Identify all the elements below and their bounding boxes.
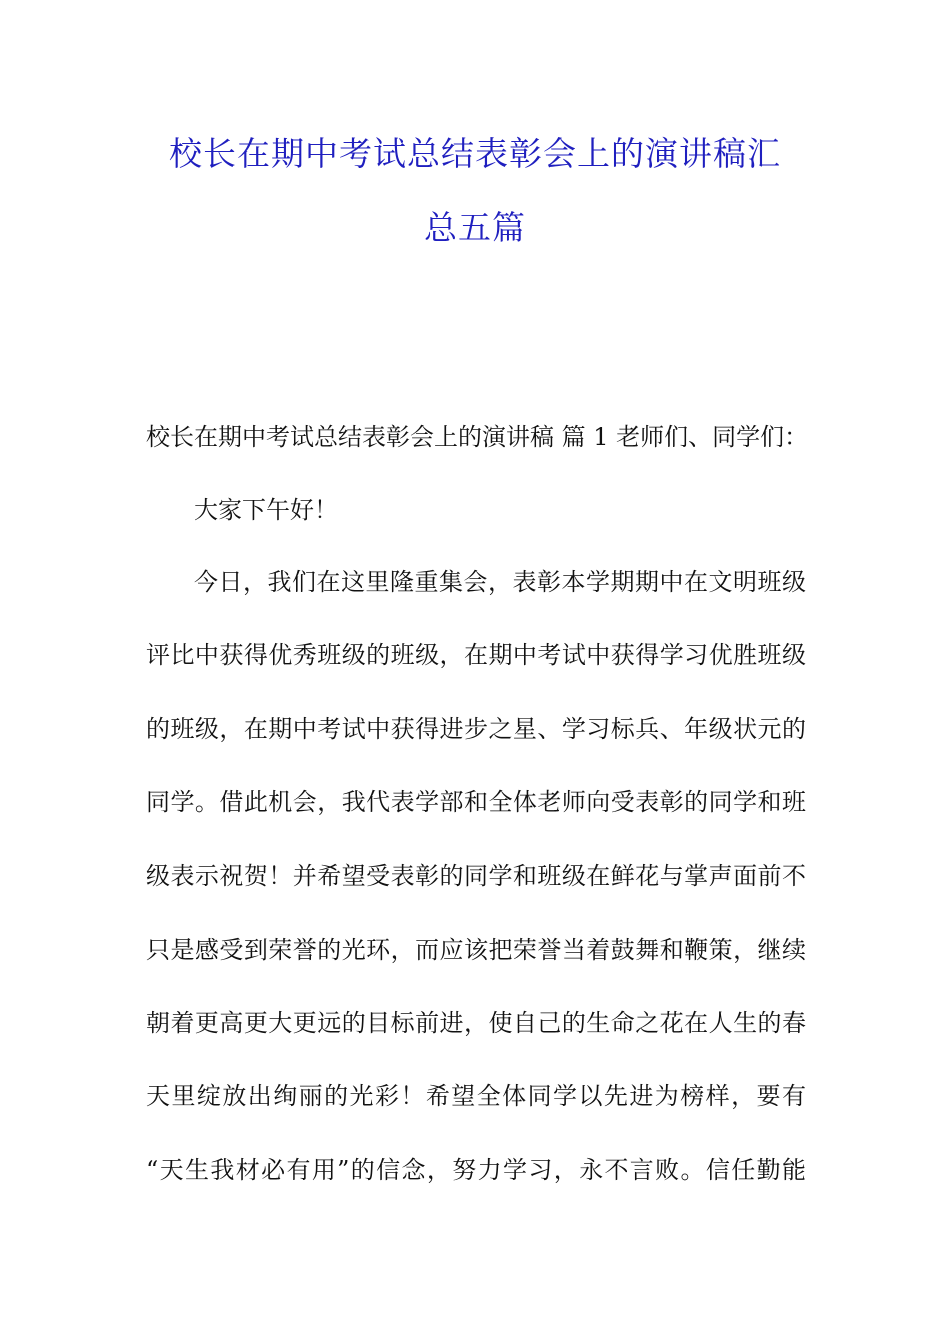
body-line: 级表示祝贺！并希望受表彰的同学和班级在鲜花与掌声面前不 <box>146 862 806 890</box>
body-line: “天生我材必有用”的信念，努力学习，永不言败。信任勤能 <box>146 1156 806 1184</box>
body-line-paragraph-start: 今日，我们在这里隆重集会，表彰本学期期中在文明班级 <box>194 568 806 596</box>
body-line-heading: 校长在期中考试总结表彰会上的演讲稿 篇 1 老师们、同学们： <box>146 423 809 451</box>
body-line: 评比中获得优秀班级的班级，在期中考试中获得学习优胜班级 <box>146 641 806 669</box>
body-line-greeting: 大家下午好！ <box>194 496 338 524</box>
body-line: 只是感受到荣誉的光环，而应该把荣誉当着鼓舞和鞭策，继续 <box>146 936 806 964</box>
body-line: 天里绽放出绚丽的光彩！希望全体同学以先进为榜样，要有 <box>146 1082 806 1110</box>
document-title-line-1: 校长在期中考试总结表彰会上的演讲稿汇 <box>169 134 781 173</box>
document-title-line-2: 总五篇 <box>424 208 526 247</box>
body-line: 的班级，在期中考试中获得进步之星、学习标兵、年级状元的 <box>146 715 806 743</box>
body-line: 朝着更高更大更远的目标前进，使自己的生命之花在人生的春 <box>146 1009 806 1037</box>
body-line: 同学。借此机会，我代表学部和全体老师向受表彰的同学和班 <box>146 788 806 816</box>
